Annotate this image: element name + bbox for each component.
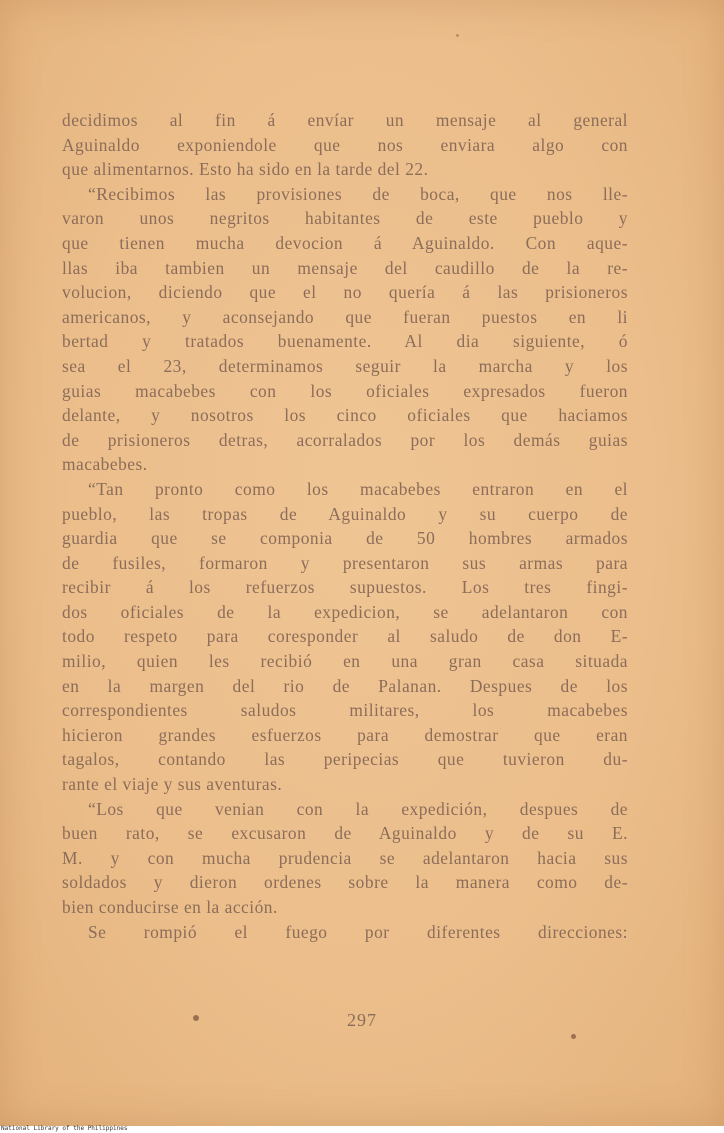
text-line: M. y con mucha prudencia se adelantaron hacia sus [62, 847, 628, 868]
text-line: Aguinaldo exponiendole que nos enviara algo con [62, 134, 628, 155]
text-line: guias macabebes con los oficiales expresados fueron [62, 380, 628, 401]
text-line: de prisioneros detras, acorralados por los demás guias [62, 429, 628, 450]
text-line: correspondientes saludos militares, los macabebes [62, 700, 628, 721]
text-line: recibir á los refuerzos supuestos. Los tres fingi- [62, 577, 628, 598]
page-number: 297 [347, 1010, 377, 1030]
text-line: “Tan pronto como los macabebes entraron en el [88, 478, 628, 499]
text-line: “Los que venian con la expedición, despues de [88, 798, 628, 819]
footer-credit: National Library of the Philippines [1, 1125, 128, 1132]
ink-spot [571, 1034, 576, 1039]
text-line: que tienen mucha devocion á Aguinaldo. Con aque- [62, 232, 628, 253]
text-line: volucion, diciendo que el no quería á las prisioneros [62, 282, 628, 303]
text-line: bien conducirse en la acción. [62, 897, 278, 917]
text-line: todo respeto para coresponder al saludo de don E- [62, 626, 628, 647]
text-line: varon unos negritos habitantes de este pueblo y [62, 208, 628, 229]
text-line: guardia que se componia de 50 hombres armados [62, 528, 628, 549]
text-line: americanos, y aconsejando que fueran puestos en li [62, 306, 628, 327]
text-line: Se rompió el fuego por diferentes direcciones: [88, 921, 628, 942]
text-line: buen rato, se excusaron de Aguinaldo y de su E. [62, 823, 628, 844]
text-line: pueblo, las tropas de Aguinaldo y su cuerpo de [62, 503, 628, 524]
ink-spot [456, 34, 459, 37]
text-line: soldados y dieron ordenes sobre la manera como de- [62, 872, 628, 893]
footer-bar [0, 1126, 724, 1133]
text-line: bertad y tratados buenamente. Al dia siguiente, ó [62, 331, 628, 352]
text-line: delante, y nosotros los cinco oficiales que haciamos [62, 405, 628, 426]
text-line: sea el 23, determinamos seguir la marcha y los [62, 355, 628, 376]
text-line: milio, quien les recibió en una gran casa situada [62, 651, 628, 672]
text-line: de fusiles, formaron y presentaron sus armas para [62, 552, 628, 573]
text-line: macabebes. [62, 454, 148, 475]
text-line: llas iba tambien un mensaje del caudillo de la re- [62, 257, 628, 278]
text-line: en la margen del rio de Palanan. Despues de los [62, 675, 628, 696]
body-text [62, 108, 628, 944]
text-line: dos oficiales de la expedicion, se adelantaron con [62, 601, 628, 622]
text-line: “Recibimos las provisiones de boca, que nos lle- [88, 183, 628, 204]
text-line: decidimos al fin á envíar un mensaje al general [62, 110, 628, 130]
text-line: rante el viaje y sus aventuras. [62, 774, 283, 795]
text-line: tagalos, contando las peripecias que tuvieron du- [62, 749, 628, 770]
text-line: hicieron grandes esfuerzos para demostrar que eran [62, 724, 628, 745]
text-line: que alimentarnos. Esto ha sido en la tarde del 22. [62, 159, 429, 180]
